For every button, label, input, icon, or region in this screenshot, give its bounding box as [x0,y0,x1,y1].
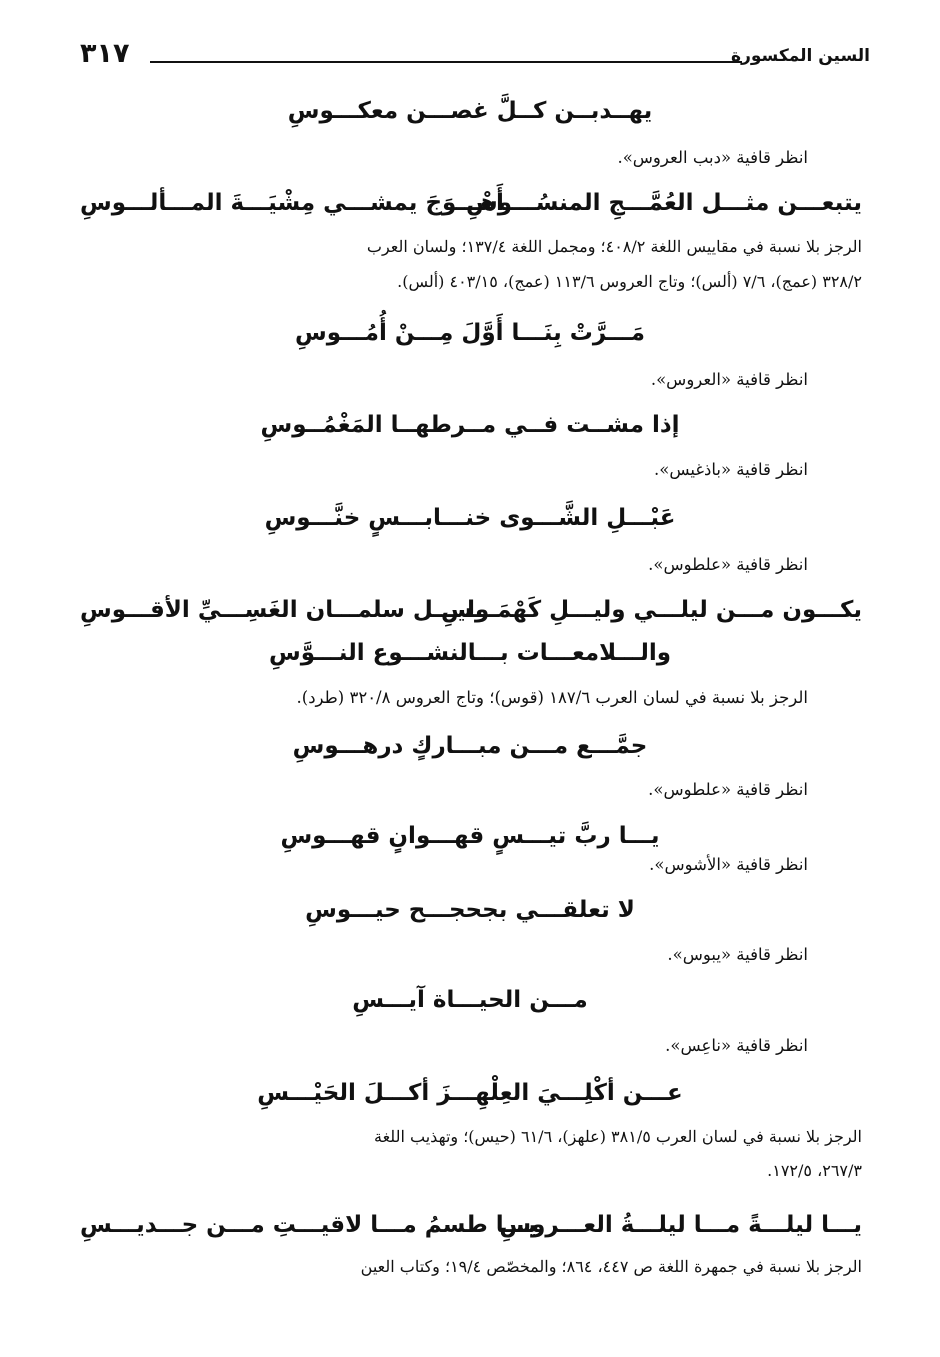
verse-line: عَبْـــلِ الشَّـــوى خنـــابـــسٍ خنَّـــوسِ [264,505,676,531]
verse-couplet [80,190,862,222]
verse-first-hemistich: يكـــون مـــن ليلـــي وليـــلِ كَهْمَـــسِ [441,597,862,623]
citation-line: الرجز بلا نسبة في مقاييس اللغة ٤٠٨/٢؛ ومجمل اللغة ١٣٧/٤؛ ولسان العرب [366,237,862,256]
verse-couplet [80,1212,862,1244]
reference-note: انظر قافية «ناعِس». [665,1036,808,1055]
reference-note: انظر قافية «دبب العروس». [617,148,808,167]
verse-couplet [80,597,862,629]
verse-line: مـــن الحيـــاة آيـــسِ [352,987,588,1013]
verse-second-hemistich: وليـــل سلمـــان الغَسِـــيِّ الأقـــوسِ [80,597,490,623]
citation-line: ٢٦٧/٣، ١٧٢/٥. [767,1161,862,1180]
verse-second-hemistich: أَهْـــوَجَ يمشـــي مِشْيَـــةَ المـــألـــوسِ [80,190,504,216]
reference-note: انظر قافية «الأشوس». [649,855,808,874]
citation-line: الرجز بلا نسبة في جمهرة اللغة ص ٤٤٧، ٨٦٤؛ والمخصّص ١٩/٤؛ وكتاب العين [360,1257,862,1276]
verse-first-hemistich: يـــا ليلـــةً مـــا ليلـــةُ العـــروسِ [499,1212,862,1238]
page-header [80,38,870,78]
citation-line: ٣٢٨/٢ (عمج)، ٧/٦ (ألس)؛ وتاج العروس ١١٣/٦ (عمج)، ٤٠٣/١٥ (ألس). [397,272,862,291]
reference-note: انظر قافية «علطوس». [648,780,808,799]
verse-second-hemistich: يـــا طسمُ مـــا لاقيـــتِ مـــن جـــديـــسِ [80,1212,537,1238]
citation-line: الرجز بلا نسبة في لسان العرب ٣٨١/٥ (علهز)، ٦١/٦ (حيس)؛ وتهذيب اللغة [374,1127,862,1146]
verse-line: والـــلامعـــات بـــالنشـــوع النـــوَّسِ [268,640,672,666]
verse-line: مَـــرَّتْ بِنَـــا أَوَّلَ مِـــنْ أُمُـــوسِ [294,320,646,346]
reference-note: انظر قافية «يبوس». [667,945,808,964]
reference-note: انظر قافية «علطوس». [648,555,808,574]
verse-line: يـــا ربَّ تيـــسٍ قهـــوانٍ قهـــوسِ [280,823,660,849]
verse-line: عـــن أكْلِـــيَ العِلْهِـــزَ أكـــلَ الحَيْـــسِ [257,1080,683,1106]
reference-note: انظر قافية «باذغيس». [654,460,808,479]
verse-line: لا تعلقـــي بجحجـــح حيـــوسِ [305,897,635,923]
reference-note: انظر قافية «العروس». [650,370,808,389]
verse-line: يهــدبــن كــلَّ غصـــن معكـــوسِ [287,98,653,124]
header-rule [150,61,742,63]
section-title: السين المكسورة [731,46,870,66]
verse-line: إذا مشــت فــي مــرطهــا المَغْمُــوسِ [260,412,680,438]
verse-first-hemistich: يتبعـــن مثـــل العُمَّـــجِ المنسُـــوسِ [466,190,862,216]
verse-line: جمَّـــع مـــن مبـــاركٍ درهـــوسِ [292,733,648,759]
page-number: ٣١٧ [80,38,130,69]
citation-line: الرجز بلا نسبة في لسان العرب ١٨٧/٦ (قوس)؛ وتاج العروس ٣٢٠/٨ (طرد). [296,688,808,707]
